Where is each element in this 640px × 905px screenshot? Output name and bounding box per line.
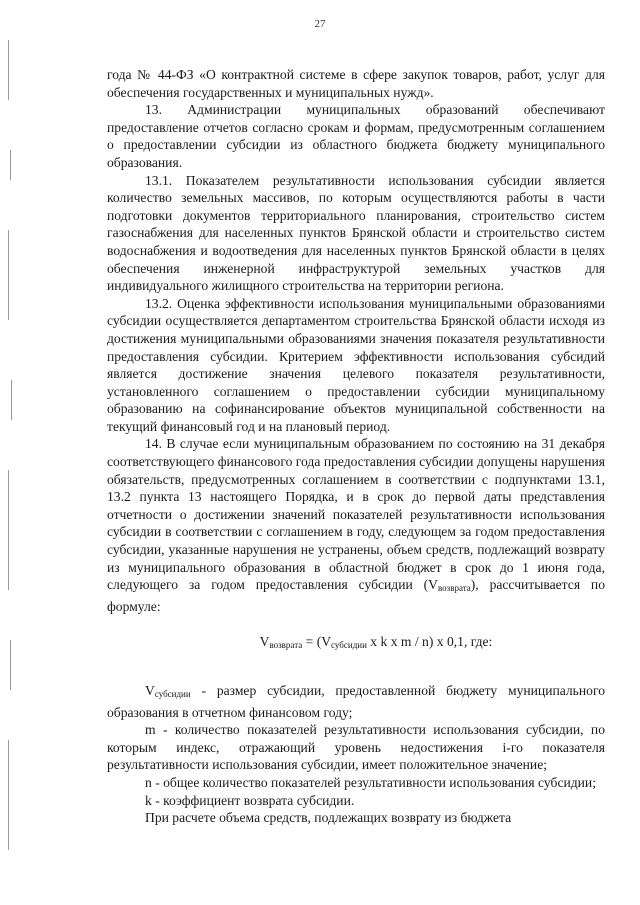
definition: [107, 682, 605, 721]
paragraph: [107, 435, 605, 615]
scan-edge-marks: [8, 0, 22, 905]
paragraph: 13.2. Оценка эффективности использования муниципальными образованиями субсидии осуществляется департаментом строительства Брянской области исходя из достижения муниципальными образованиями значения показателя результативности предоставления субсидии. Критерием эффективности использования субсидий является достижение значения целевого показателя результативности, установленного соглашением о предоставлении субсидии муниципальному образованию на софинансирование объектов муниципальной собственности на текущий финансовый год и на плановый период.: [107, 295, 605, 434]
formula-rest: x k x m / n) x 0,1, где:: [366, 634, 493, 650]
definition: При расчете объема средств, подлежащих возврату из бюджета: [145, 810, 512, 826]
formula: [107, 633, 605, 655]
formula-v: V: [259, 634, 270, 650]
definition: k - коэффициент возврата субсидии.: [145, 792, 355, 808]
subscript: возврата: [437, 583, 471, 594]
paragraph: года № 44-ФЗ «О контрактной системе в сфере закупок товаров, работ, услуг для обеспечения государственных и муниципальных нужд».: [107, 67, 605, 100]
paragraph: 13.1. Показателем результативности использования субсидии является количество земельных массивов, по которым осуществляются работы в части подготовки документов территориального планирования, строительство систем газоснабжения для населенных пунктов Брянской области и строительство систем водоснабжения и водоотведения для населенных пунктов Брянской области в целях обеспечения инженерной инфраструктурой земельных участков для индивидуального жилищного строительства на территории региона.: [107, 172, 605, 294]
definition-symbol: V: [145, 683, 155, 698]
formula-middle: = (V: [302, 634, 332, 650]
definition: m - количество показателей результативности использования субсидии, по которым индекс, отражающий уровень недостижения i-го показателя результативности использования субсидии, имеет положительное значение;: [107, 722, 605, 773]
definition-subscript: субсидии: [154, 689, 191, 699]
formula-s-sub: субсидии: [331, 640, 367, 651]
paragraph-tail: ), рассчитывается по формуле:: [107, 577, 606, 614]
formula-v-sub: возврата: [269, 640, 303, 651]
page-number: 27: [314, 18, 326, 30]
paragraph-text: 14. В случае если муниципальным образованием по состоянию на 31 декабря соответствующего финансового года предоставления субсидии допущены нарушения обязательств, предусмотренных соглашением в соответствии с подпунктами 13.1, 13.2 пункта 13 настоящего Порядка, и в срок до первой даты представления отчетности о достижении значений показателей результативности использования субсидии в соответствии с соглашением в году, следующем за годом предоставления субсидии, указанные нарушения не устранены, объем средств, подлежащий возврату из муниципального образования в областной бюджет в срок до 1 июня года, следующего за годом предоставления субсидии (V: [107, 436, 605, 593]
definition-text: - размер субсидии, предоставленной бюджету муниципального образования в отчетном финансовом году;: [107, 683, 605, 720]
paragraph: 13. Администрации муниципальных образований обеспечивают предоставление отчетов согласно срокам и формам, предусмотренным соглашением о предоставлении субсидии из областного бюджета бюджету муниципального образования.: [107, 102, 605, 170]
definition: n - общее количество показателей результативности использования субсидии;: [145, 774, 596, 790]
document-body: [107, 66, 605, 827]
